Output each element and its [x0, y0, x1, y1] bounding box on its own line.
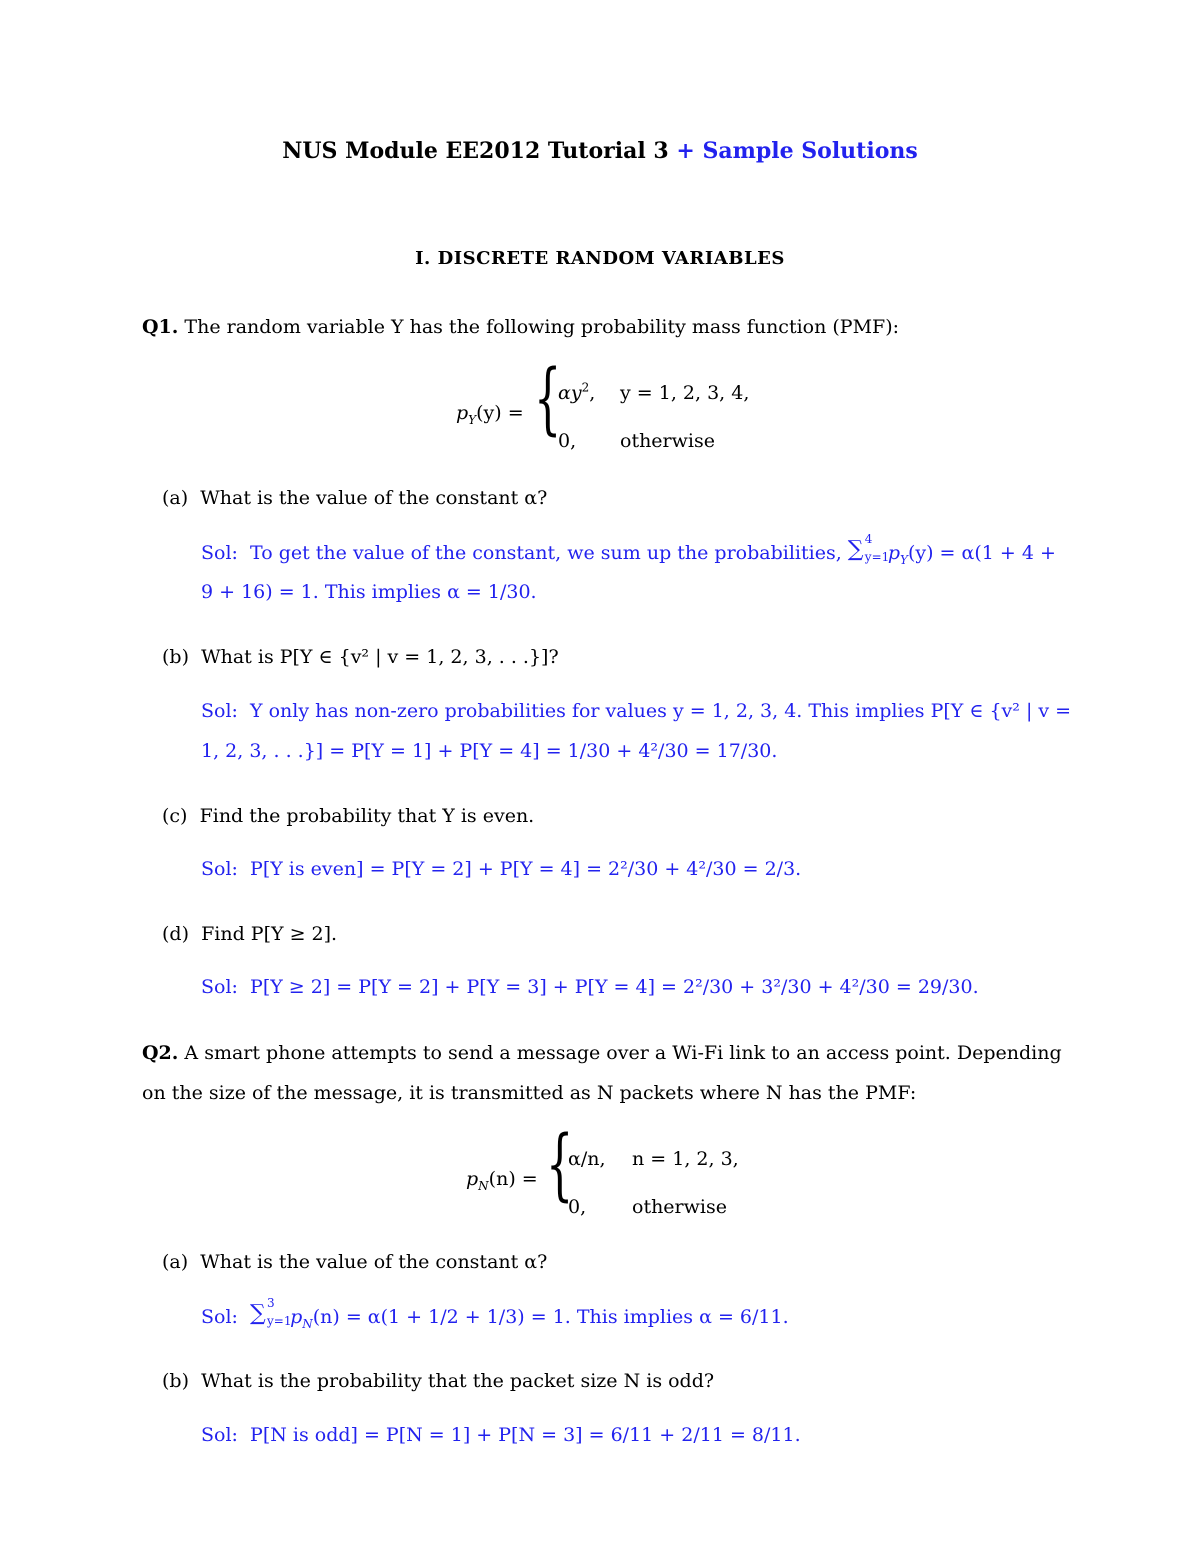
q1-label: Q1.: [142, 316, 179, 338]
q1b-label: (b): [162, 646, 189, 668]
title-sample-solutions: Sample Solutions: [702, 138, 918, 164]
q1-pmf-brace: {: [534, 354, 562, 444]
q2a-solution: Sol: ∑ 3 y=1 $p_N(n) = \alpha(1 + 1/2 + 1/3) = 1$. This implies α = 6/11.: [201, 1296, 789, 1331]
q1d-label: (d): [162, 923, 189, 945]
title-plus: +: [676, 138, 695, 164]
q1a-text: What is the value of the constant α?: [200, 487, 548, 509]
q2-label: Q2.: [142, 1042, 179, 1064]
q2-pmf-case1-expr: α/n,: [568, 1148, 606, 1170]
q2a-text: What is the value of the constant α?: [200, 1251, 548, 1273]
q2a-question: [162, 1251, 547, 1273]
q2-pmf-brace: {: [546, 1120, 574, 1210]
section-heading: I. DISCRETE RANDOM VARIABLES: [415, 248, 785, 269]
q1b-text: What is P[Y ∈ {v² | v = 1, 2, 3, . . .}]?: [201, 646, 559, 668]
q1a-label: (a): [162, 487, 189, 509]
q2-pmf-lhs: $p_N(n)$ =: [466, 1168, 538, 1193]
q1c-question: [162, 805, 534, 827]
q2b-question: [162, 1370, 714, 1392]
page-title: [0, 138, 1200, 164]
q1b-solution-line1: Sol: Y only has non-zero probabilities for values y = 1, 2, 3, 4. This implies P[Y ∈ {v² | v =: [201, 700, 1072, 722]
q1a-solution-line2: 9 + 16) = 1. This implies α = 1/30.: [201, 581, 537, 603]
q1b-solution-line2: 1, 2, 3, . . .}] = P[Y = 1] + P[Y = 4] = 1/30 + 4²/30 = 17/30.: [201, 740, 778, 762]
q1b-question: [162, 646, 559, 668]
q1d-text: Find P[Y ≥ 2].: [201, 923, 338, 945]
summation-symbol: ∑ 3 y=1: [250, 1296, 292, 1328]
title-main: NUS Module EE2012 Tutorial 3: [282, 138, 669, 164]
q1-pmf-case2-expr: 0,: [558, 430, 577, 452]
q1-statement: [142, 316, 899, 338]
q1-pmf-case1-cond: y = 1, 2, 3, 4,: [620, 382, 750, 404]
q1c-label: (c): [162, 805, 188, 827]
q2b-text: What is the probability that the packet size N is odd?: [201, 1370, 715, 1392]
q1a-question: [162, 487, 547, 509]
q2-pmf-case1-cond: n = 1, 2, 3,: [632, 1148, 739, 1170]
q1c-text: Find the probability that Y is even.: [199, 805, 535, 827]
q1d-solution: Sol: P[Y ≥ 2] = P[Y = 2] + P[Y = 3] + P[Y = 4] = 2²/30 + 3²/30 + 4²/30 = 29/30.: [201, 976, 979, 998]
summation-symbol: ∑ 4 y=1: [847, 532, 890, 564]
q1a-solution-line1: Sol: To get the value of the constant, we sum up the probabilities, ∑ 4 y=1 $p_Y(y) = \alpha(1 + 4$ +: [201, 532, 1056, 567]
q2a-label: (a): [162, 1251, 189, 1273]
q1-pmf-lhs: $p_Y(y)$ =: [456, 402, 524, 427]
q2b-solution: Sol: P[N is odd] = P[N = 1] + P[N = 3] = 6/11 + 2/11 = 8/11.: [201, 1424, 801, 1446]
q2b-label: (b): [162, 1370, 189, 1392]
q2-statement-line2: on the size of the message, it is transmitted as N packets where N has the PMF:: [142, 1082, 917, 1104]
q1-pmf-case1-expr: $\alpha y^2$,: [558, 380, 596, 404]
q2-statement-line1: Q2. A smart phone attempts to send a message over a Wi-Fi link to an access point. Depending: [142, 1042, 1062, 1064]
q2-pmf-case2-expr: 0,: [568, 1196, 587, 1218]
q1c-solution: Sol: P[Y is even] = P[Y = 2] + P[Y = 4] = 2²/30 + 4²/30 = 2/3.: [201, 858, 802, 880]
q2-pmf-case2-cond: otherwise: [632, 1196, 727, 1218]
q1-pmf-case2-cond: otherwise: [620, 430, 715, 452]
q1-text: The random variable Y has the following probability mass function (PMF):: [178, 316, 900, 338]
q1d-question: [162, 923, 337, 945]
